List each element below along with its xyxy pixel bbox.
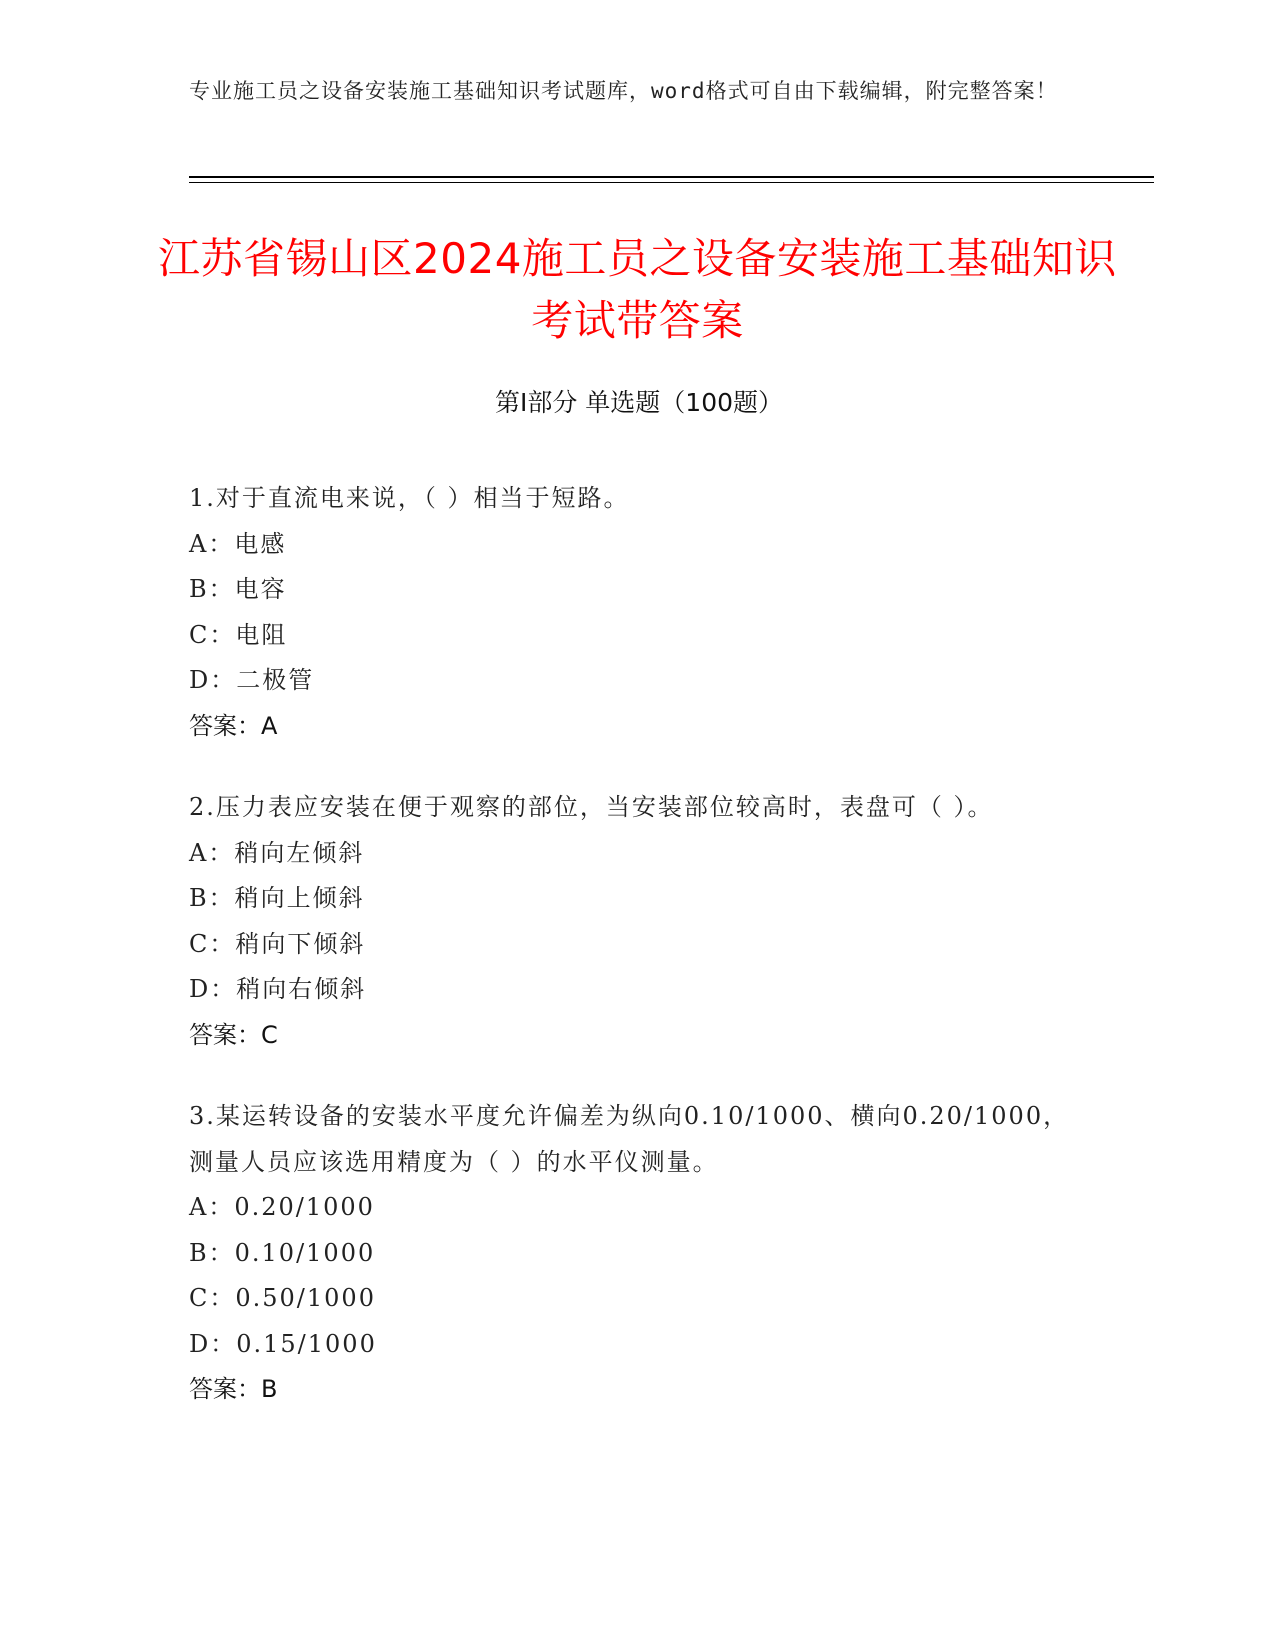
question-item: [189, 476, 1089, 749]
option-d: D：稍向右倾斜: [189, 975, 367, 1003]
option-d: D：0.15/1000: [189, 1329, 377, 1358]
question-list: [189, 476, 1089, 1449]
question-item: [189, 785, 1089, 1058]
option-c: C：稍向下倾斜: [189, 929, 366, 958]
option-b: B：电容: [189, 575, 287, 603]
option-a: A：稍向左倾斜: [189, 838, 365, 867]
answer: 答案：B: [189, 1375, 278, 1403]
option-c: C：电阻: [189, 620, 288, 649]
option-a: A：电感: [189, 529, 287, 558]
header-divider-thick: [189, 176, 1154, 178]
answer: 答案：A: [189, 711, 278, 740]
question-item: [189, 1094, 1089, 1413]
question-stem: 1.对于直流电来说，（ ）相当于短路。: [189, 484, 630, 512]
option-a: A：0.20/1000: [189, 1193, 375, 1221]
header-divider-thin: [189, 182, 1154, 183]
section-heading: 第Ⅰ部分 单选题（100题）: [494, 388, 784, 417]
option-d: D：二极管: [189, 666, 315, 694]
document-title: 江苏省锡山区2024施工员之设备安装施工基础知识考试带答案: [158, 234, 1117, 345]
option-b: B：稍向上倾斜: [189, 884, 365, 912]
option-b: B：0.10/1000: [189, 1238, 376, 1267]
header-note: 专业施工员之设备安装施工基础知识考试题库，word格式可自由下载编辑，附完整答案！: [189, 79, 1058, 103]
answer: 答案：C: [189, 1020, 278, 1049]
option-c: C：0.50/1000: [189, 1284, 376, 1312]
question-stem: 3.某运转设备的安装水平度允许偏差为纵向0.10/1000、横向0.20/1000，测量人员应该选用精度为（ ）的水平仪测量。: [189, 1102, 1070, 1176]
question-stem: 2.压力表应安装在便于观察的部位，当安装部位较高时，表盘可（ ）。: [189, 793, 994, 821]
